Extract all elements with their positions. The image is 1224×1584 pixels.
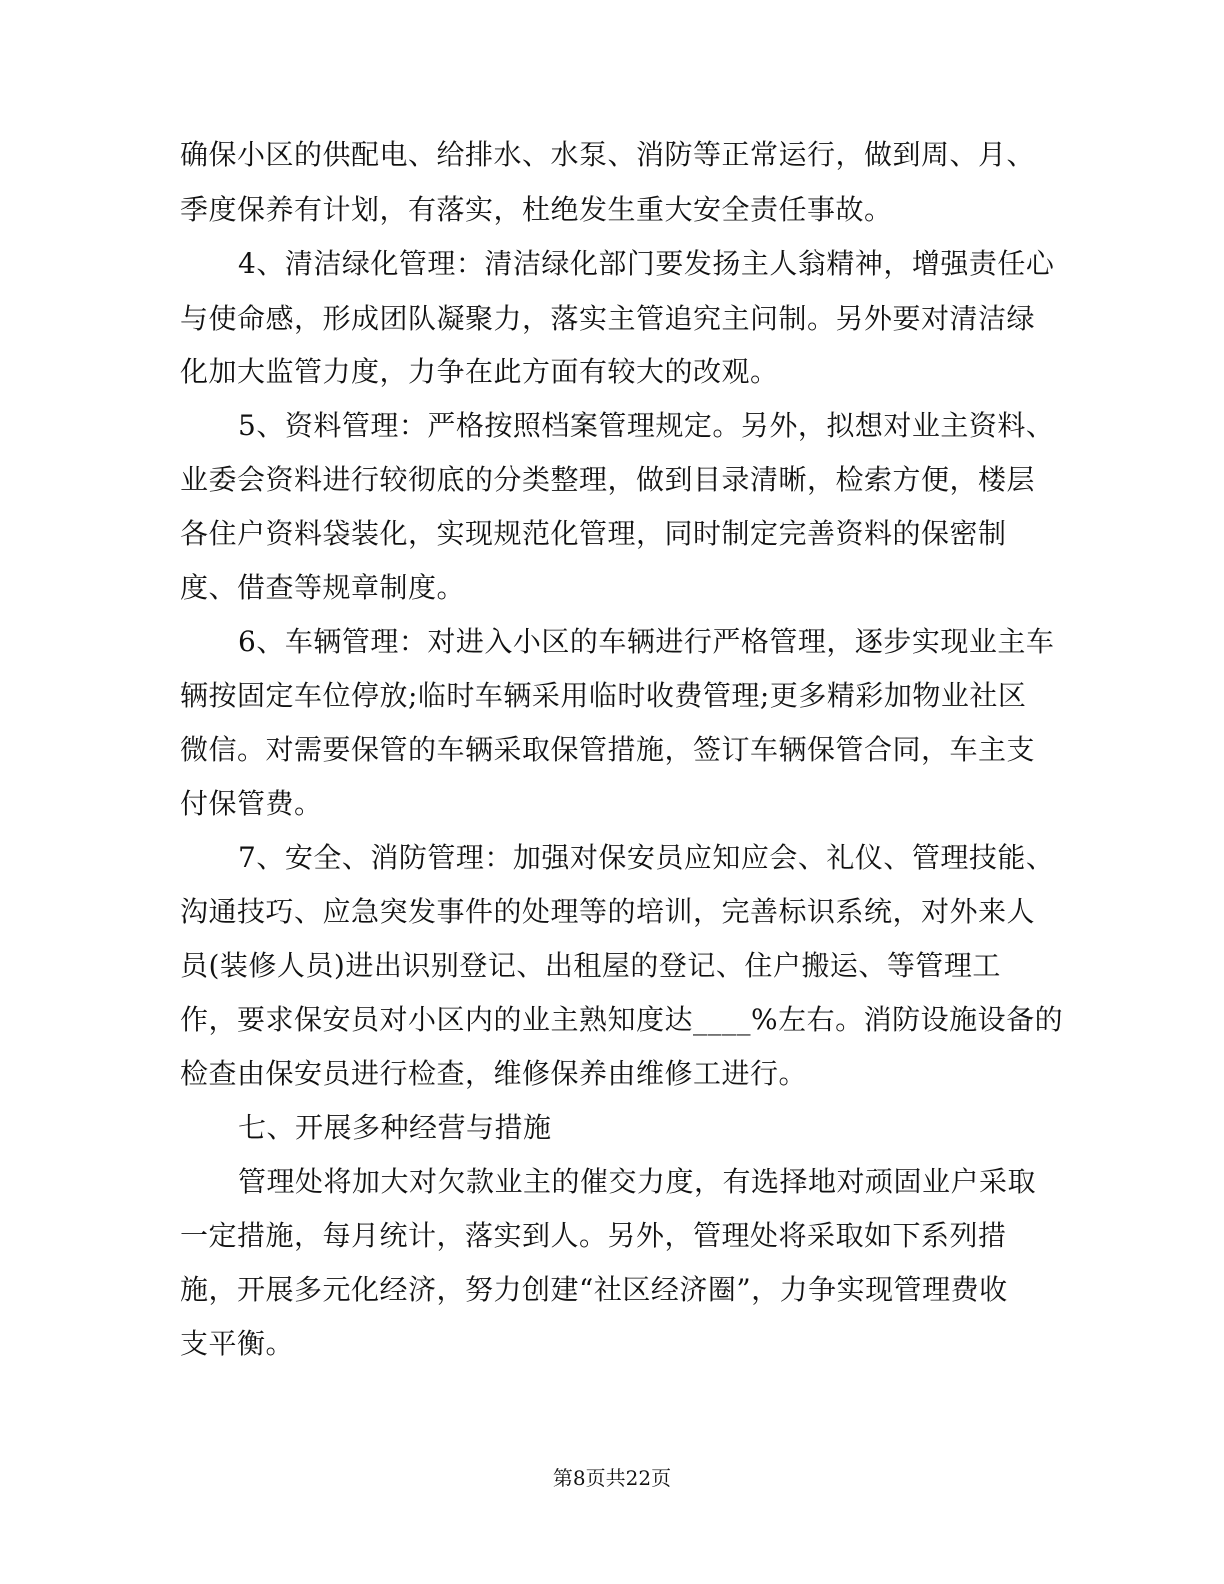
page-number: 第8页共22页 xyxy=(552,1466,672,1490)
body-line: 辆按固定车位停放;临时车辆采用临时收费管理;更多精彩加物业社区 xyxy=(180,679,1027,712)
body-line: 施，开展多元化经济，努力创建“社区经济圈”，力争实现管理费收 xyxy=(180,1273,1008,1306)
body-line: 作，要求保安员对小区内的业主熟知度达____%左右。消防设施设备的 xyxy=(180,1003,1064,1036)
body-line: 业委会资料进行较彻底的分类整理，做到目录清晰，检索方便，楼层 xyxy=(180,463,1036,496)
body-line: 支平衡。 xyxy=(180,1327,295,1360)
body-line: 确保小区的供配电、给排水、水泵、消防等正常运行，做到周、月、 xyxy=(180,138,1036,171)
body-line: 员(装修人员)进出识别登记、出租屋的登记、住户搬运、等管理工 xyxy=(180,949,1001,982)
body-line: 与使命感，形成团队凝聚力，落实主管追究主问制。另外要对清洁绿 xyxy=(180,302,1036,335)
body-line: 季度保养有计划，有落实，杜绝发生重大安全责任事故。 xyxy=(180,193,893,226)
body-line: 各住户资料袋装化，实现规范化管理，同时制定完善资料的保密制 xyxy=(180,517,1007,550)
body-line: 检查由保安员进行检查，维修保养由维修工进行。 xyxy=(180,1057,808,1090)
section-4-heading-line: 4、清洁绿化管理：清洁绿化部门要发扬主人翁精神，增强责任心 xyxy=(238,247,1055,280)
section-7-heading-line: 7、安全、消防管理：加强对保安员应知应会、礼仪、管理技能、 xyxy=(238,841,1055,874)
body-line: 沟通技巧、应急突发事件的处理等的培训，完善标识系统，对外来人 xyxy=(180,895,1036,928)
section-6-heading-line: 6、车辆管理：对进入小区的车辆进行严格管理，逐步实现业主车 xyxy=(238,625,1055,658)
body-line: 一定措施，每月统计，落实到人。另外，管理处将采取如下系列措 xyxy=(180,1219,1007,1252)
chapter-heading: 七、开展多种经营与措施 xyxy=(238,1111,552,1144)
body-line: 化加大监管力度，力争在此方面有较大的改观。 xyxy=(180,355,779,388)
body-line: 微信。对需要保管的车辆采取保管措施，签订车辆保管合同，车主支 xyxy=(180,733,1036,766)
body-line: 付保管费。 xyxy=(180,787,323,820)
body-line: 管理处将加大对欠款业主的催交力度，有选择地对顽固业户采取 xyxy=(238,1165,1037,1198)
section-5-heading-line: 5、资料管理：严格按照档案管理规定。另外，拟想对业主资料、 xyxy=(238,409,1055,442)
body-line: 度、借查等规章制度。 xyxy=(180,571,466,604)
